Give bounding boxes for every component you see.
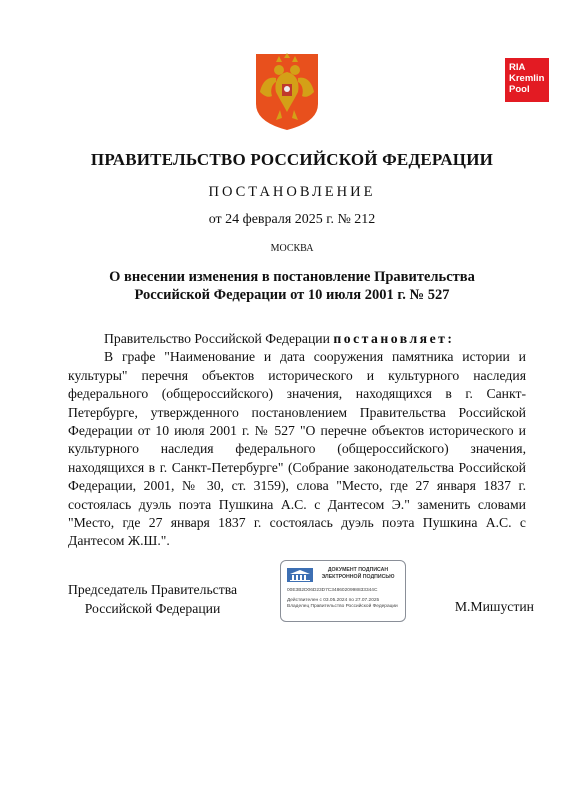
title-line-2: Российской Федерации от 10 июля 2001 г. № 527 [134, 287, 450, 303]
signature-validity: Действителен с 03.05.2024 по 27.07.2025 [287, 598, 380, 603]
signature-certificate: 00E3B2D06D23D7C3486020998833344C [287, 588, 378, 593]
date-and-number: от 24 февраля 2025 г. № 212 [208, 212, 376, 227]
document-body [68, 330, 526, 551]
government-building-icon [287, 568, 313, 582]
ria-kremlin-pool-logo: RIA Kremlin Pool [505, 58, 549, 102]
document-type: ПОСТАНОВЛЕНИЕ [208, 184, 376, 200]
body-paragraph: В графе "Наименование и дата сооружения памятника истории и культуры" перечня объектов исторического и культурного наследия федерального (общероссийского) значения, находящихся в г. Санкт-Петербурге, утвержденного постановлением Правительства Российской Федерации от 10 июля 2001 г. № 527 "О перечне объектов исторического и культурного наследия федерального (общероссийского) значения, находящихся в г. Санкт-Петербурге" (Собрание законодательства Российской Федерации, 2001, № 30, ст. 3159), слова "Место, где 27 января 1837 г. состоялась дуэль поэта Пушкина А.С. с Дантесом Э." заменить словами "Место, где 27 января 1837 г. состоялась дуэль поэта Пушкина А.С. с Дантесом Ж.Ш.". [68, 349, 526, 549]
signer-name: М.Мишустин [454, 599, 534, 614]
signature-heading: ДОКУМЕНТ ПОДПИСАН ЭЛЕКТРОННОЙ ПОДПИСЬЮ [321, 567, 395, 580]
title-line-1: О внесении изменения в постановление Правительства [109, 269, 475, 285]
document-title [80, 268, 504, 304]
signatory-position: Председатель Правительства Российской Федерации [68, 582, 238, 616]
signature-owner: Владелец Правительство Российской Федерации [287, 604, 398, 609]
city: МОСКВА [270, 243, 314, 254]
decree-intro: Правительство Российской Федерации постановляет: [104, 331, 455, 346]
electronic-signature-stamp [280, 560, 406, 622]
coat-of-arms-icon [254, 52, 320, 132]
decree-word: постановляет: [333, 331, 455, 346]
government-heading: ПРАВИТЕЛЬСТВО РОССИЙСКОЙ ФЕДЕРАЦИИ [90, 150, 494, 169]
